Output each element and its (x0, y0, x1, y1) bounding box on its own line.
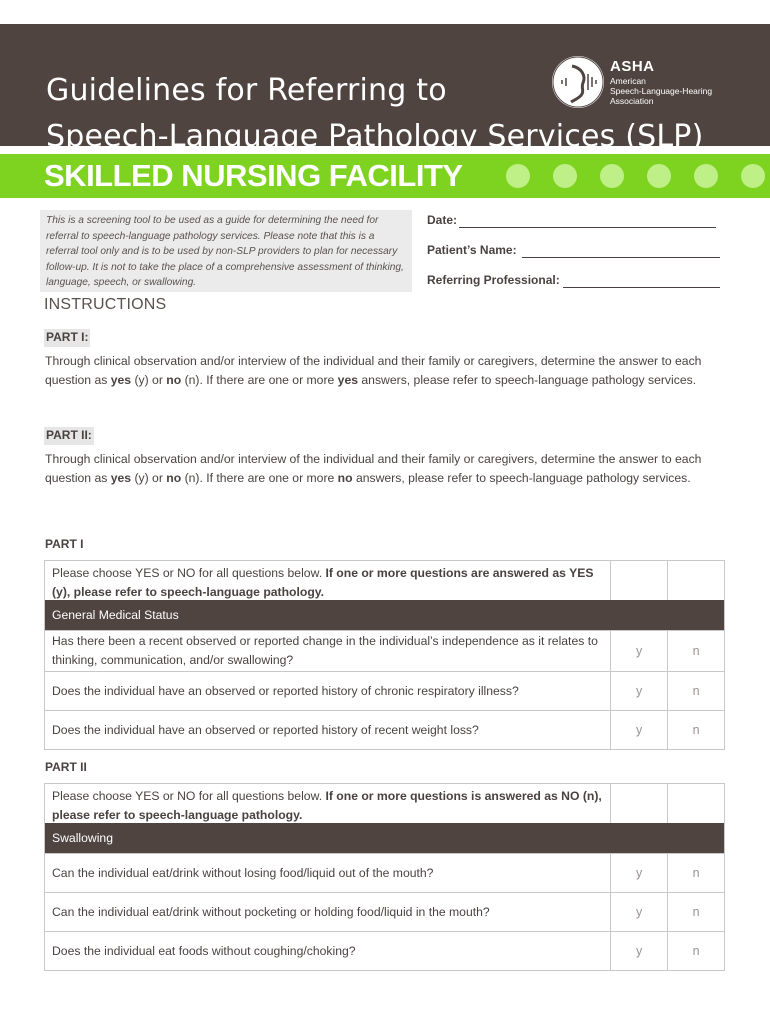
part-2-table (44, 783, 725, 971)
no-checkbox[interactable]: n (667, 672, 724, 710)
referring-professional-field[interactable] (563, 287, 720, 288)
table-intro: Please choose YES or NO for all questions below. If one or more questions is answered as NO (n), please refer to speech-language pathology. (52, 789, 602, 822)
question-text: Can the individual eat/drink without pocketing or holding food/liquid in the mouth? (52, 904, 490, 919)
yes-column-header (610, 784, 667, 823)
decorative-dot (600, 164, 624, 188)
instructions-heading: INSTRUCTIONS (44, 296, 167, 313)
asha-logo-icon (552, 56, 604, 108)
date-label: Date: (427, 213, 458, 227)
yes-checkbox[interactable]: y (610, 932, 667, 970)
patient-name-label: Patient’s Name: (427, 243, 517, 257)
table-row (45, 671, 724, 710)
no-checkbox[interactable]: n (667, 854, 724, 892)
patient-name-field[interactable] (522, 257, 720, 258)
decorative-dot (694, 164, 718, 188)
facility-title: SKILLED NURSING FACILITY (44, 158, 463, 193)
question-text: Does the individual have an observed or reported history of recent weight loss? (52, 722, 479, 737)
table-row (45, 853, 724, 892)
table-row (45, 630, 724, 671)
question-text: Does the individual eat foods without coughing/choking? (52, 943, 356, 958)
table-row (45, 710, 724, 749)
part-1-label: PART I: (44, 329, 90, 347)
referring-professional-label: Referring Professional: (427, 273, 560, 287)
no-column-header (667, 561, 724, 600)
table-intro-row (45, 784, 724, 823)
title-line-1: Guidelines for Referring to (46, 73, 447, 108)
asha-logo (552, 56, 752, 112)
decorative-dot (647, 164, 671, 188)
no-checkbox[interactable]: n (667, 631, 724, 671)
decorative-dot (741, 164, 765, 188)
screening-note: This is a screening tool to be used as a guide for determining the need for referral to speech-language pathology services. Please note that this is a referral tool only and is to be used by non-SLP providers to plan for necessary follow-up. It is not to take the place of a comprehensive assessment of thinking, language, speech, or swallowing. (40, 210, 412, 292)
section-header: General Medical Status (45, 600, 724, 630)
part-2-label: PART II: (44, 427, 94, 445)
yes-checkbox[interactable]: y (610, 631, 667, 671)
decorative-dot (553, 164, 577, 188)
logo-wordmark: ASHA (610, 58, 655, 75)
yes-checkbox[interactable]: y (610, 854, 667, 892)
question-text: Has there been a recent observed or reported change in the individual’s independence as it relates to thinking, communication, and/or swallowing? (52, 634, 598, 667)
yes-checkbox[interactable]: y (610, 672, 667, 710)
no-checkbox[interactable]: n (667, 711, 724, 749)
part-1-heading: PART I (45, 537, 84, 551)
yes-checkbox[interactable]: y (610, 711, 667, 749)
part-2-heading: PART II (45, 760, 87, 774)
decorative-dot (506, 164, 530, 188)
logo-subtitle: American Speech-Language-Hearing Association (610, 76, 713, 106)
question-text: Can the individual eat/drink without losing food/liquid out of the mouth? (52, 865, 434, 880)
part-2-instructions: Through clinical observation and/or interview of the individual and their family or caregivers, determine the answer to each question as yes (y) or no (n). If there are one or more no answers, please refer to speech-language pathology services. (45, 452, 702, 485)
section-header: Swallowing (45, 823, 724, 853)
part-1-instructions: Through clinical observation and/or interview of the individual and their family or caregivers, determine the answer to each question as yes (y) or no (n). If there are one or more yes answers, please refer to speech-language pathology services. (45, 354, 702, 387)
table-row (45, 892, 724, 931)
table-intro-row (45, 561, 724, 600)
yes-checkbox[interactable]: y (610, 893, 667, 931)
question-text: Does the individual have an observed or reported history of chronic respiratory illness? (52, 683, 519, 698)
table-intro: Please choose YES or NO for all questions below. If one or more questions are answered as YES (y), please refer to speech-language pathology. (52, 566, 594, 599)
no-column-header (667, 784, 724, 823)
date-field[interactable] (459, 227, 716, 228)
table-row (45, 931, 724, 970)
yes-column-header (610, 561, 667, 600)
no-checkbox[interactable]: n (667, 893, 724, 931)
no-checkbox[interactable]: n (667, 932, 724, 970)
title-line-2: Speech-Language Pathology Services (SLP) (46, 119, 704, 154)
header-bar (0, 24, 770, 154)
part-1-table (44, 560, 725, 750)
